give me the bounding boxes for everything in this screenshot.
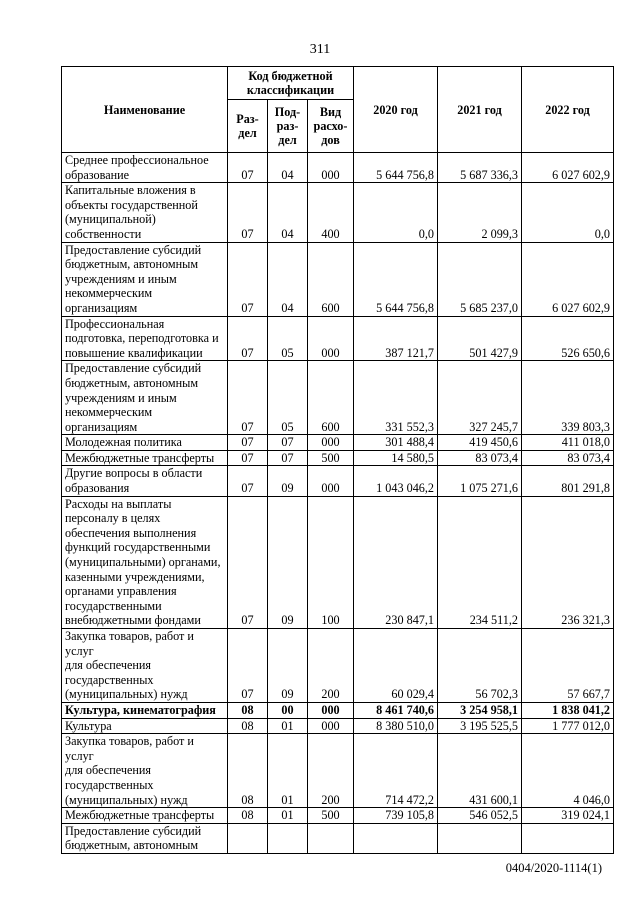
row-podrazdel: 09 (268, 629, 308, 703)
row-podrazdel: 04 (268, 183, 308, 242)
header-name: Наименование (62, 67, 228, 153)
row-podrazdel: 04 (268, 153, 308, 183)
table-body (62, 153, 614, 854)
row-value-2021: 419 450,6 (438, 435, 522, 451)
row-name: Закупка товаров, работ и услуг для обеспечения государственных (муниципальных) нужд (62, 629, 228, 703)
row-podrazdel: 07 (268, 450, 308, 466)
budget-table (61, 66, 614, 854)
row-value-2021: 327 245,7 (438, 361, 522, 435)
row-value-2022: 801 291,8 (522, 466, 614, 496)
row-name: Межбюджетные трансферты (62, 450, 228, 466)
row-vid: 000 (308, 466, 354, 496)
table-row (62, 435, 614, 451)
header-2020: 2020 год (354, 67, 438, 153)
row-razdel: 08 (228, 734, 268, 808)
row-name: Расходы на выплаты персоналу в целях обеспечения выполнения функций государственными (муниципальными) органами, казенными учреждениями, органами управления государственными внебюджетными фондами (62, 496, 228, 628)
row-value-2020: 1 043 046,2 (354, 466, 438, 496)
row-podrazdel (268, 823, 308, 853)
row-value-2020: 714 472,2 (354, 734, 438, 808)
header-podrazdel: Под- раз- дел (268, 100, 308, 153)
row-value-2020: 8 380 510,0 (354, 718, 438, 734)
row-podrazdel: 05 (268, 361, 308, 435)
row-podrazdel: 09 (268, 466, 308, 496)
row-value-2022: 57 667,7 (522, 629, 614, 703)
row-podrazdel: 00 (268, 702, 308, 718)
row-value-2022: 83 073,4 (522, 450, 614, 466)
row-podrazdel: 07 (268, 435, 308, 451)
page-number: 311 (309, 42, 331, 57)
row-name: Среднее профессиональное образование (62, 153, 228, 183)
row-value-2021: 3 254 958,1 (438, 702, 522, 718)
row-value-2021: 56 702,3 (438, 629, 522, 703)
row-vid: 500 (308, 450, 354, 466)
row-value-2021 (438, 823, 522, 853)
row-podrazdel: 05 (268, 316, 308, 361)
row-value-2022: 1 838 041,2 (522, 702, 614, 718)
row-razdel: 07 (228, 466, 268, 496)
header-row (62, 67, 614, 100)
row-vid: 400 (308, 183, 354, 242)
row-value-2020: 60 029,4 (354, 629, 438, 703)
row-value-2020: 230 847,1 (354, 496, 438, 628)
row-razdel: 08 (228, 718, 268, 734)
row-name: Культура (62, 718, 228, 734)
row-value-2020: 387 121,7 (354, 316, 438, 361)
header-code-group: Код бюджетной классификации (228, 67, 354, 100)
table-row (62, 466, 614, 496)
row-name: Молодежная политика (62, 435, 228, 451)
table-row (62, 702, 614, 718)
table-row (62, 153, 614, 183)
header-vid: Вид расхо- дов (308, 100, 354, 153)
row-value-2021: 501 427,9 (438, 316, 522, 361)
row-vid: 000 (308, 316, 354, 361)
row-razdel: 07 (228, 242, 268, 316)
row-value-2020: 8 461 740,6 (354, 702, 438, 718)
row-vid: 000 (308, 153, 354, 183)
row-value-2021: 83 073,4 (438, 450, 522, 466)
row-value-2022: 319 024,1 (522, 808, 614, 824)
row-vid: 500 (308, 808, 354, 824)
table-row (62, 450, 614, 466)
table-row (62, 183, 614, 242)
row-name: Культура, кинематография (62, 702, 228, 718)
table-row (62, 361, 614, 435)
table-row (62, 718, 614, 734)
row-value-2020: 331 552,3 (354, 361, 438, 435)
row-value-2020: 5 644 756,8 (354, 242, 438, 316)
row-value-2020: 301 488,4 (354, 435, 438, 451)
row-razdel: 07 (228, 450, 268, 466)
row-vid (308, 823, 354, 853)
row-value-2021: 546 052,5 (438, 808, 522, 824)
row-razdel: 08 (228, 702, 268, 718)
row-value-2020 (354, 823, 438, 853)
row-name: Предоставление субсидий бюджетным, автономным учреждениям и иным некоммерческим организациям (62, 361, 228, 435)
row-value-2022: 526 650,6 (522, 316, 614, 361)
row-razdel: 07 (228, 496, 268, 628)
row-name: Капитальные вложения в объекты государственной (муниципальной) собственности (62, 183, 228, 242)
row-razdel (228, 823, 268, 853)
table-row (62, 629, 614, 703)
row-name: Закупка товаров, работ и услуг для обеспечения государственных (муниципальных) нужд (62, 734, 228, 808)
row-value-2020: 5 644 756,8 (354, 153, 438, 183)
row-podrazdel: 04 (268, 242, 308, 316)
table-row (62, 496, 614, 628)
row-value-2020: 14 580,5 (354, 450, 438, 466)
row-name: Другие вопросы в области образования (62, 466, 228, 496)
row-razdel: 07 (228, 361, 268, 435)
row-vid: 100 (308, 496, 354, 628)
row-vid: 200 (308, 734, 354, 808)
table-row (62, 823, 614, 853)
row-name: Межбюджетные трансферты (62, 808, 228, 824)
row-podrazdel: 01 (268, 734, 308, 808)
row-podrazdel: 01 (268, 718, 308, 734)
row-vid: 000 (308, 702, 354, 718)
row-value-2022: 6 027 602,9 (522, 242, 614, 316)
table-row (62, 808, 614, 824)
table-row (62, 734, 614, 808)
row-podrazdel: 09 (268, 496, 308, 628)
row-razdel: 08 (228, 808, 268, 824)
document-code: 0404/2020-1114(1) (505, 861, 602, 875)
row-vid: 000 (308, 435, 354, 451)
header-razdel: Раз- дел (228, 100, 268, 153)
row-razdel: 07 (228, 183, 268, 242)
row-value-2021: 5 687 336,3 (438, 153, 522, 183)
row-vid: 200 (308, 629, 354, 703)
row-value-2021: 3 195 525,5 (438, 718, 522, 734)
row-value-2021: 234 511,2 (438, 496, 522, 628)
row-razdel: 07 (228, 316, 268, 361)
row-value-2021: 1 075 271,6 (438, 466, 522, 496)
row-value-2022: 236 321,3 (522, 496, 614, 628)
row-vid: 600 (308, 242, 354, 316)
row-value-2022 (522, 823, 614, 853)
row-value-2022: 6 027 602,9 (522, 153, 614, 183)
header-2021: 2021 год (438, 67, 522, 153)
row-vid: 000 (308, 718, 354, 734)
row-razdel: 07 (228, 153, 268, 183)
row-vid: 600 (308, 361, 354, 435)
table-row (62, 242, 614, 316)
row-value-2022: 4 046,0 (522, 734, 614, 808)
row-name: Профессиональная подготовка, переподготовка и повышение квалификации (62, 316, 228, 361)
row-name: Предоставление субсидий бюджетным, автономным учреждениям и иным некоммерческим организациям (62, 242, 228, 316)
row-value-2022: 0,0 (522, 183, 614, 242)
row-podrazdel: 01 (268, 808, 308, 824)
row-value-2020: 0,0 (354, 183, 438, 242)
row-razdel: 07 (228, 435, 268, 451)
row-value-2021: 431 600,1 (438, 734, 522, 808)
header-2022: 2022 год (522, 67, 614, 153)
row-value-2021: 2 099,3 (438, 183, 522, 242)
table-row (62, 316, 614, 361)
row-value-2022: 1 777 012,0 (522, 718, 614, 734)
row-value-2022: 339 803,3 (522, 361, 614, 435)
row-name: Предоставление субсидий бюджетным, автономным (62, 823, 228, 853)
row-value-2020: 739 105,8 (354, 808, 438, 824)
row-value-2022: 411 018,0 (522, 435, 614, 451)
row-razdel: 07 (228, 629, 268, 703)
row-value-2021: 5 685 237,0 (438, 242, 522, 316)
